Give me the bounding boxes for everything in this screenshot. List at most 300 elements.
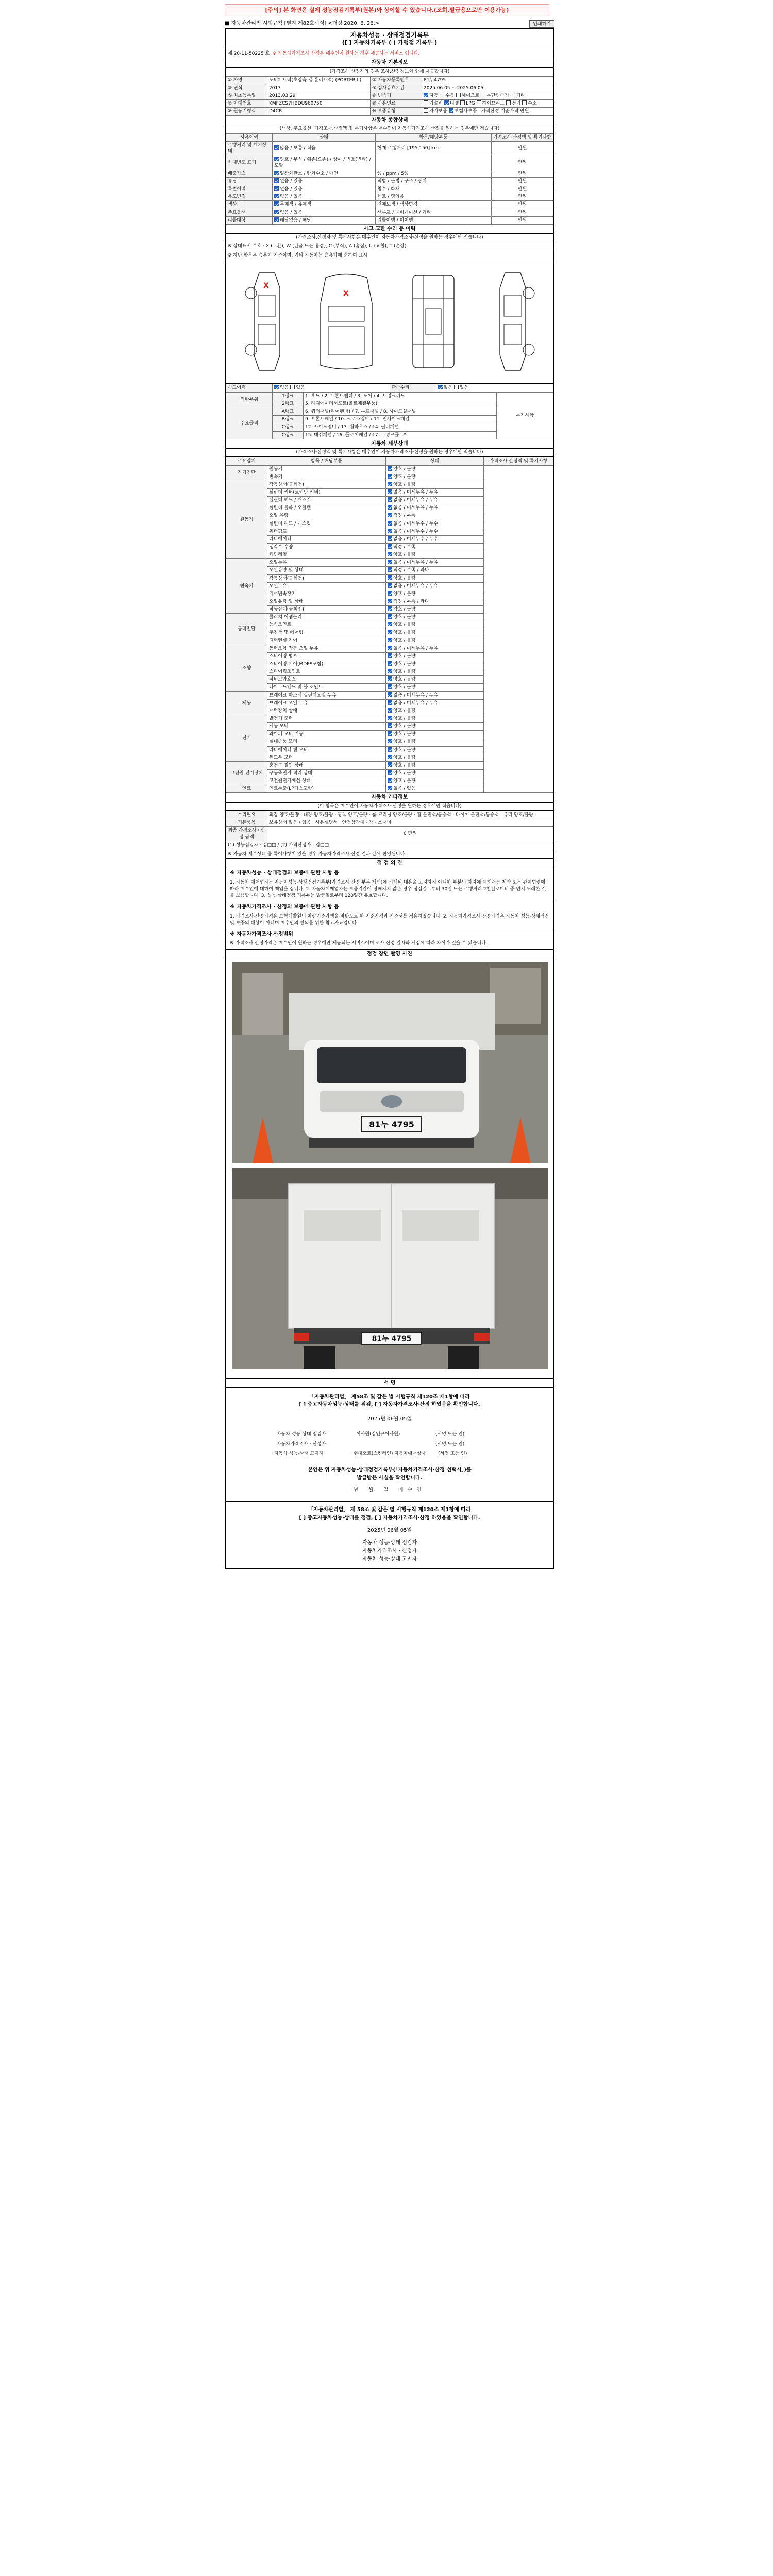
condition-price: 만원 — [492, 170, 553, 177]
signature-section — [226, 1388, 553, 1501]
transmission-label: ⑥ 변속기 — [371, 92, 422, 100]
accident-opt-yes: 있음 — [296, 385, 305, 391]
footer-r1: 자동차 성능·상태 점검자 — [362, 1539, 417, 1546]
detail-heading: 자동차 세부상태 — [226, 439, 553, 449]
condition-state — [273, 193, 376, 201]
outer-parts-label: 외판부위 — [226, 392, 273, 408]
condition-item: 선루프 / 내비게이션 / 기타 — [376, 209, 492, 216]
rank-c2-label: C랭크 — [273, 431, 304, 439]
detail-group-label: 연료 — [226, 785, 267, 793]
checkbox-icon — [388, 474, 392, 479]
first-reg-label: ⑤ 최초등록일 — [226, 92, 267, 100]
signature-date: 2025년 06월 05일 — [367, 1416, 412, 1422]
detail-col-state: 상태 — [386, 457, 484, 465]
detail-state-text: 양호 / 불량 — [393, 747, 416, 753]
detail-state — [386, 684, 484, 691]
condition-state — [273, 170, 376, 177]
checkbox-icon — [444, 100, 449, 105]
condition-price: 만원 — [492, 142, 553, 156]
checkbox-icon — [274, 186, 279, 191]
checkbox-icon — [449, 108, 453, 113]
buyer-stamp: 년 월 일 매수인 — [354, 1487, 426, 1494]
notice-heading: 점 검 의 견 — [226, 859, 553, 869]
detail-state — [386, 504, 484, 512]
detail-item: 클러치 어셈블리 — [267, 614, 386, 621]
motor-label: ⑨ 원동기형식 — [226, 108, 267, 115]
basic-info-heading: 자동차 기본정보 — [226, 58, 553, 68]
detail-state — [386, 699, 484, 707]
checkbox-icon — [388, 489, 392, 494]
rank-c-label: C랭크 — [273, 423, 304, 431]
condition-price: 만원 — [492, 178, 553, 185]
detail-col-device: 주요장치 — [226, 457, 267, 465]
condition-price: 만원 — [492, 156, 553, 170]
detail-state-text: 양호 / 불량 — [393, 552, 416, 558]
signer-info: (1) 성능점검자 : 김□□ / (2) 가격산정자 : 김□□ — [226, 841, 553, 850]
checkbox-icon — [388, 505, 392, 510]
detail-state — [386, 488, 484, 496]
detail-state-text: 양호 / 불량 — [393, 755, 416, 760]
checkbox-icon — [388, 560, 392, 564]
checkbox-icon — [388, 739, 392, 743]
detail-state-text: 양호 / 불량 — [393, 591, 416, 597]
detail-item: 작동상태(공회전) — [267, 481, 386, 488]
accident-opt-none: 없음 — [280, 385, 289, 391]
svg-text:X: X — [263, 282, 269, 291]
detail-state-text: 양호 / 불량 — [393, 677, 416, 683]
detail-item: 브레이크 오일 누유 — [267, 699, 386, 707]
signer-tail: (서명 또는 인) — [435, 1431, 465, 1437]
outer-rank1-label: 1랭크 — [273, 392, 304, 400]
form-title — [226, 29, 553, 49]
detail-state-text: 없음 / 있음 — [393, 786, 416, 792]
detail-state-text: 양호 / 불량 — [393, 662, 416, 667]
accident-heading: 사고 교환 수리 등 이력 — [226, 225, 553, 234]
form-header — [225, 20, 554, 28]
detail-state-text: 없음 / 미세누유 / 누유 — [393, 583, 439, 589]
table-row — [226, 193, 553, 201]
signer-value: 이사원(김인규이사원) — [356, 1431, 400, 1437]
detail-item: 변속기 — [267, 473, 386, 481]
checkbox-icon — [388, 661, 392, 666]
detail-state-text: 없음 / 미세누유 / 누유 — [393, 692, 439, 698]
detail-state — [386, 668, 484, 676]
truck-rear-photo — [232, 1168, 548, 1369]
vin-value: KMFZCS7HBDU960750 — [267, 100, 371, 108]
etc-text: 외장 양호/불량 · 내장 양호/불량 · 광택 양호/불량 · 룸 크리닝 양호/불량 · 휠 운전석/동승석 · 타이어 운전석/동승석 · 유리 양호/불량 — [267, 811, 553, 819]
detail-item: 오일누유 — [267, 582, 386, 590]
form-note: ※ 자동차가격조사·산정은 매수인이 원하는 경우 제공하는 서비스 입니다. — [272, 51, 420, 57]
detail-state-text: 양호 / 불량 — [393, 708, 416, 714]
checkbox-icon — [388, 786, 392, 790]
condition-col-history: 사용이력 — [226, 134, 273, 142]
condition-state-text: 없음 / 있음 — [280, 194, 303, 200]
detail-state — [386, 535, 484, 543]
condition-price: 만원 — [492, 209, 553, 216]
car-side-right-icon — [484, 267, 541, 376]
checkbox-icon — [388, 614, 392, 619]
form-header-label: ■ 자동차관리법 시행규칙 [별지 제82호서식] <개정 2020. 6. 26.> — [225, 21, 380, 27]
inspection-document — [225, 20, 554, 1569]
checkbox-icon — [290, 385, 295, 389]
checkbox-icon — [274, 201, 279, 206]
valid-value: 2025.06.05 ~ 2025.06.05 — [422, 84, 553, 92]
checkbox-icon — [388, 692, 392, 697]
year-value: 2013 — [267, 84, 371, 92]
checkbox-icon — [388, 583, 392, 588]
detail-state-text: 양호 / 불량 — [393, 622, 416, 628]
signer-note: ※ 자동차 세부상태 중 특이사항이 있을 경우 자동차가격조사·산정 결과 값에 반영됩니다. — [226, 850, 553, 859]
signer-tail: (서명 또는 인) — [435, 1441, 465, 1447]
accident-sub: (가격조사,산정자 및 특기사항은 매수인이 자동차가격조사·산정을 원하는 경우에만 적습니다) — [226, 234, 553, 242]
notice-1-heading: ※ 자동차성능 · 상태점검의 보증에 관한 사항 등 — [230, 870, 339, 876]
detail-item: 브레이크 마스터 실린더오일 누유 — [267, 691, 386, 699]
condition-item: 렌트 / 영업용 — [376, 193, 492, 201]
final-price-label: 최종 가격조사 · 산정 금액 — [226, 827, 267, 841]
parts-table — [226, 392, 553, 439]
detail-state — [386, 598, 484, 605]
checkbox-icon — [388, 762, 392, 767]
detail-state-text: 없음 / 미세누유 / 누유 — [393, 498, 439, 503]
detail-state-text: 양호 / 불량 — [393, 739, 416, 745]
condition-label: 차대번호 표기 — [226, 156, 273, 170]
condition-label: 리콜대상 — [226, 216, 273, 224]
svg-text:X: X — [343, 290, 349, 298]
detail-item: 고전원전기배선 상태 — [267, 777, 386, 785]
condition-state-text: 없음 / 있음 — [280, 210, 303, 215]
detail-item: 스티어링 기어(MDPS포함) — [267, 660, 386, 668]
checkbox-icon — [388, 716, 392, 720]
condition-state-text: 없음 / 있음 — [280, 187, 303, 192]
detail-state-text: 양호 / 불량 — [393, 762, 416, 768]
detail-state — [386, 574, 484, 582]
checkbox-icon — [388, 544, 392, 549]
rank-a-label: A랭크 — [273, 408, 304, 416]
condition-state-text: 없음 / 있음 — [280, 179, 303, 184]
price-basis-value: 만원 — [520, 109, 529, 114]
detail-item: 실린더 헤드 / 개스킷 — [267, 497, 386, 504]
condition-state — [273, 201, 376, 209]
condition-item: 적법 / 불법 / 구조 / 장치 — [376, 178, 492, 185]
simple-repair-options — [436, 384, 553, 392]
trans-opt-auto: 자동 — [429, 93, 439, 99]
detail-state-text: 양호 / 불량 — [393, 607, 416, 613]
fuel-opt-gasoline: 가솔린 — [429, 101, 443, 107]
outer-rank2-label: 2랭크 — [273, 400, 304, 408]
detail-state-text: 없음 / 미세누유 / 누유 — [393, 646, 439, 651]
detail-group-label: 자기진단 — [226, 465, 267, 481]
detail-state — [386, 606, 484, 614]
first-reg-value: 2013.03.29 — [267, 92, 371, 100]
checkbox-icon — [440, 93, 444, 97]
detail-state — [386, 715, 484, 723]
detail-price-cell — [484, 465, 553, 793]
table-row — [226, 465, 553, 473]
detail-state — [386, 652, 484, 660]
checkbox-icon — [274, 385, 279, 389]
detail-state — [386, 621, 484, 629]
checkbox-icon — [388, 755, 392, 759]
table-row — [226, 209, 553, 216]
repair-opt-none: 없음 — [443, 385, 452, 391]
form-title-main: 자동차성능 · 상태점검기록부 — [350, 31, 429, 39]
warranty-opt-insurance: 보험사보증 — [454, 109, 477, 114]
detail-group-label: 원동기 — [226, 481, 267, 558]
condition-state — [273, 185, 376, 193]
condition-state — [273, 209, 376, 216]
main-frame-label: 주요골격 — [226, 408, 273, 439]
etc-label: 수리필요 — [226, 811, 267, 819]
checkbox-icon — [388, 708, 392, 713]
notice-2-text: 1. 가격조사·산정가격은 보험개발원의 차량기준가액을 바탕으로 한 기준가격과 기준서를 적용하였습니다. 2. 자동차가격조사·산정가격은 자동차 성능·상태점검 및 보증의 대상이 아니며 매수인의 편의를 위한 참고자료입니다. — [226, 911, 553, 929]
checkbox-icon — [506, 100, 511, 105]
detail-item: 파워고압호스 — [267, 676, 386, 684]
detail-item: 충전구 절연 상태 — [267, 761, 386, 769]
detail-item: 윈도우 모터 — [267, 754, 386, 761]
checkbox-icon — [388, 599, 392, 603]
checkbox-icon — [274, 217, 279, 222]
detail-state-text: 양호 / 불량 — [393, 685, 416, 690]
detail-state — [386, 707, 484, 715]
checkbox-icon — [388, 552, 392, 556]
checkbox-icon — [454, 385, 459, 389]
notice-3-heading: ※ 자동차가격조사 산정범위 — [230, 931, 293, 937]
rear-plate-text: 81누 4795 — [372, 1335, 412, 1344]
simple-repair-label: 단순수리 — [390, 384, 436, 392]
checkbox-icon — [274, 178, 279, 183]
footer-r3: 자동차 성능·상태 고지자 — [362, 1556, 417, 1562]
checkbox-icon — [388, 567, 392, 572]
detail-state — [386, 777, 484, 785]
signer-label: 자동차가격조사 · 산정자 — [277, 1441, 326, 1447]
signer-row — [230, 1431, 549, 1437]
signer-value — [356, 1441, 423, 1447]
detail-state — [386, 543, 484, 551]
detail-sub: (가격조사·산정액 및 특기사항은 매수인이 자동차가격조사·산정을 원하는 경우에만 적습니다) — [226, 449, 553, 457]
condition-table — [226, 133, 553, 225]
detail-state — [386, 731, 484, 738]
detail-state-text: 양호 / 불량 — [393, 653, 416, 659]
motor-value: D4CB — [267, 108, 371, 115]
rank-b-items: 9. 프론트패널 / 10. 크로스멤버 / 11. 인사이드패널 — [304, 416, 497, 423]
detail-state — [386, 691, 484, 699]
accident-history-options — [273, 384, 390, 392]
checkbox-icon — [388, 684, 392, 689]
checkbox-icon — [522, 100, 527, 105]
detail-col-item: 항목 / 해당부품 — [267, 457, 386, 465]
detail-state — [386, 761, 484, 769]
detail-item: 실린더 헤드 / 개스킷 — [267, 520, 386, 528]
detail-item: 오일유량 및 상태 — [267, 567, 386, 574]
checkbox-icon — [388, 653, 392, 658]
detail-state-text: 적정 / 부족 / 과다 — [393, 568, 429, 573]
signature-line-2: [ ] 중고자동차성능·상태를 점검, [ ] 자동차가격조사·산정 하였음을 확인합니다. — [299, 1402, 480, 1408]
detail-item: 실린더 커버(로커암 커버) — [267, 488, 386, 496]
detail-state-text: 양호 / 불량 — [393, 482, 416, 487]
final-price-value: 0 만원 — [267, 827, 553, 841]
detail-group-label: 전기 — [226, 715, 267, 762]
detail-table — [226, 457, 553, 793]
checkbox-icon — [388, 536, 392, 541]
photos-heading: 점검 장면 촬영 사진 — [226, 950, 553, 959]
checkbox-icon — [274, 171, 279, 175]
signer-tail: (서명 또는 인) — [438, 1451, 467, 1456]
etc-heading: 자동차 기타정보 — [226, 793, 553, 803]
detail-group-label: 조향 — [226, 645, 267, 691]
checkbox-icon — [388, 669, 392, 673]
valid-label: ④ 검사유효기간 — [371, 84, 422, 92]
detail-state — [386, 551, 484, 559]
detail-state — [386, 567, 484, 574]
detail-item: 기어변속장치 — [267, 590, 386, 598]
regno-value: 81누4795 — [422, 76, 553, 84]
outer-rank2-items: 5. 라디에이터서포트(볼트체결부품) — [304, 400, 497, 408]
name-value: 포터2 트럭(초장축 캡 홀러트럭) (PORTER II) — [267, 76, 371, 84]
notice-1-text: 1. 자동차 매매업자는 자동차성능·상태점검기록부(가격조사·산정 부분 제외)에 기재된 내용을 고지하지 아니한 부분의 하자에 대해서는 계약 또는 관계법령에 따라 매수인에 대하여 책임을 집니다. 2. 자동차매매업자는 보증기간이 정해지지 않은 경우 점검일로부터 30일 또는 주행거리 2천킬로미터 중 먼저 도래한 것을 보증합니다. 3. 성능·상태점검 기록부는 발급일로부터 120일간 유효합니다. — [226, 877, 553, 902]
detail-item: 구동축전지 격리 상태 — [267, 770, 386, 777]
detail-state-text: 적정 / 부족 / 과다 — [393, 599, 429, 604]
checkbox-icon — [388, 778, 392, 783]
checkbox-icon — [388, 466, 392, 471]
detail-col-price: 가격조사·산정액 및 특기사항 — [484, 457, 553, 465]
transmission-options — [422, 92, 553, 100]
notice-2-heading: ※ 자동차가격조사 · 산정의 보증에 관한 사항 등 — [230, 904, 339, 910]
etc-table — [226, 811, 553, 841]
detail-group-label: 고전원 전기장치 — [226, 761, 267, 785]
detail-state — [386, 660, 484, 668]
checkbox-icon — [388, 630, 392, 634]
checkbox-icon — [388, 646, 392, 650]
condition-state-text: 무채색 / 유채색 — [280, 202, 311, 208]
fuel-opt-electric: 전기 — [511, 101, 521, 107]
condition-label: 주행거리 및 계기상태 — [226, 142, 273, 156]
fuel-opt-hydrogen: 수소 — [528, 101, 537, 107]
condition-col-item: 항목/해당부품 — [376, 134, 492, 142]
condition-label: 주요옵션 — [226, 209, 273, 216]
photos-section — [226, 959, 553, 1379]
condition-sub: (색상, 주요옵션, 가격조사,산정액 및 특기사항은 매수인이 자동차가격조사·산정을 원하는 경우에만 적습니다) — [226, 125, 553, 133]
detail-state — [386, 637, 484, 645]
footer-date: 2025년 06월 05일 — [367, 1527, 412, 1533]
warranty-label: ⑩ 보증유형 — [371, 108, 422, 115]
detail-item: 커먼레일 — [267, 551, 386, 559]
checkbox-icon — [274, 210, 279, 214]
detail-state-text: 양호 / 불량 — [393, 732, 416, 737]
fuel-label: ⑧ 사용연료 — [371, 100, 422, 108]
trans-opt-semi: 세미오토 — [461, 93, 480, 99]
print-button[interactable]: 인쇄하기 — [529, 20, 554, 28]
detail-item: 실내송풍 모터 — [267, 738, 386, 746]
detail-item: 추진축 및 베어링 — [267, 629, 386, 637]
detail-item: 워터펌프 — [267, 528, 386, 535]
detail-item: 배력장치 상태 — [267, 707, 386, 715]
checkbox-icon — [388, 497, 392, 502]
condition-col-state: 상태 — [273, 134, 376, 142]
detail-state-text: 없음 / 미세누수 / 누수 — [393, 521, 439, 527]
checkbox-icon — [388, 482, 392, 486]
detail-item: 연료누출(LP가스포함) — [267, 785, 386, 793]
car-frame-icon — [397, 267, 469, 376]
repair-opt-yes: 있음 — [459, 385, 469, 391]
outer-rank1-items: 1. 후드 / 2. 프론트펜더 / 3. 도어 / 4. 트렁크리드 — [304, 392, 497, 400]
table-row — [226, 819, 553, 827]
detail-state-text: 양호 / 불량 — [393, 716, 416, 722]
detail-item: 라디에이터 팬 모터 — [267, 746, 386, 754]
rank-d-items: 15. 대쉬패널 / 16. 플로어패널 / 17. 트렁크플로어 — [304, 431, 497, 439]
form-number-row — [226, 49, 553, 58]
checkbox-icon — [481, 93, 485, 97]
condition-col-price: 가격조사·산정액 및 특기사항 — [492, 134, 553, 142]
checkbox-icon — [274, 194, 279, 198]
detail-state — [386, 512, 484, 520]
accident-note-1: ※ 상태표시 부호 : X (교환), W (판금 또는 용접), C (부식), A (흠집), U (요철), T (손상) — [226, 242, 553, 251]
checkbox-icon — [274, 145, 279, 150]
basic-info-table — [226, 76, 553, 116]
detail-item: 등속조인트 — [267, 621, 386, 629]
condition-price: 만원 — [492, 201, 553, 209]
etc-sub: (이 항목은 매수인이 자동차가격조사·산정을 원하는 경우에만 적습니다) — [226, 803, 553, 811]
detail-state — [386, 785, 484, 793]
accident-history-label: 사고이력 — [226, 384, 273, 392]
detail-state — [386, 559, 484, 567]
trans-opt-cvt: 무단변속기 — [486, 93, 509, 99]
checkbox-icon — [388, 622, 392, 626]
condition-heading: 자동차 종합상태 — [226, 116, 553, 126]
detail-item: 스티어링 펌프 — [267, 652, 386, 660]
checkbox-icon — [388, 747, 392, 752]
trans-opt-etc: 기타 — [516, 93, 525, 99]
form-frame — [225, 28, 554, 1569]
car-diagram — [226, 260, 553, 384]
rank-c-items: 12. 사이드멤버 / 13. 휠하우스 / 14. 필러패널 — [304, 423, 497, 431]
form-number: 제 20-11-50225 호 — [228, 51, 270, 57]
checkbox-icon — [456, 93, 461, 97]
notice-3-text: ※ 가격조사·산정가격은 매수인이 원하는 경우에만 제공되는 서비스이며 조사·산정 일자와 시점에 따라 차이가 있을 수 있습니다. — [226, 938, 553, 950]
checkbox-icon — [388, 676, 392, 681]
rank-a-items: 6. 쿼터패널(리어펜더) / 7. 루프패널 / 8. 사이드실패널 — [304, 408, 497, 416]
signature-statement — [230, 1393, 549, 1409]
footer-line-1: 「자동차관리법」 제 58조 및 같은 법 시행규칙 제120조 제1항에 따라 — [308, 1506, 471, 1513]
form-title-sub: ([ ] 자동차기록부 ( ) 가맹점 기록부 ) — [342, 39, 438, 46]
price-basis-label: 가격산정 기준가격 — [481, 109, 519, 114]
condition-state-text: 해당없음 / 해당 — [280, 217, 311, 223]
checkbox-icon — [477, 100, 481, 105]
signature-line-1: 「자동차관리법」 제58조 및 같은 법 시행규칙 제120조 제1항에 따라 — [309, 1394, 470, 1400]
detail-item: 오일유량 및 상태 — [267, 598, 386, 605]
table-row — [226, 216, 553, 224]
regno-label: ② 자동차등록번호 — [371, 76, 422, 84]
checkbox-icon — [424, 100, 428, 105]
condition-label: 배출가스 — [226, 170, 273, 177]
detail-state-text: 양호 / 불량 — [393, 638, 416, 643]
condition-price: 만원 — [492, 193, 553, 201]
detail-state-text: 양호 / 불량 — [393, 724, 416, 730]
condition-label: 용도변경 — [226, 193, 273, 201]
detail-state — [386, 614, 484, 621]
condition-item: % / ppm / 5% — [376, 170, 492, 177]
detail-item: 라디에이터 — [267, 535, 386, 543]
detail-state-text: 양호 / 불량 — [393, 771, 416, 776]
condition-price: 만원 — [492, 185, 553, 193]
detail-state — [386, 770, 484, 777]
checkbox-icon — [438, 385, 443, 389]
signer-value: 현대오토(스킨레인) 자동차매매상사 — [353, 1451, 426, 1456]
detail-item: 타이로드엔드 및 볼 조인트 — [267, 684, 386, 691]
special-notes: 특기사항 — [497, 392, 553, 439]
detail-item: 발전기 출력 — [267, 715, 386, 723]
detail-state-text: 양호 / 불량 — [393, 615, 416, 620]
checkbox-icon — [460, 100, 465, 105]
